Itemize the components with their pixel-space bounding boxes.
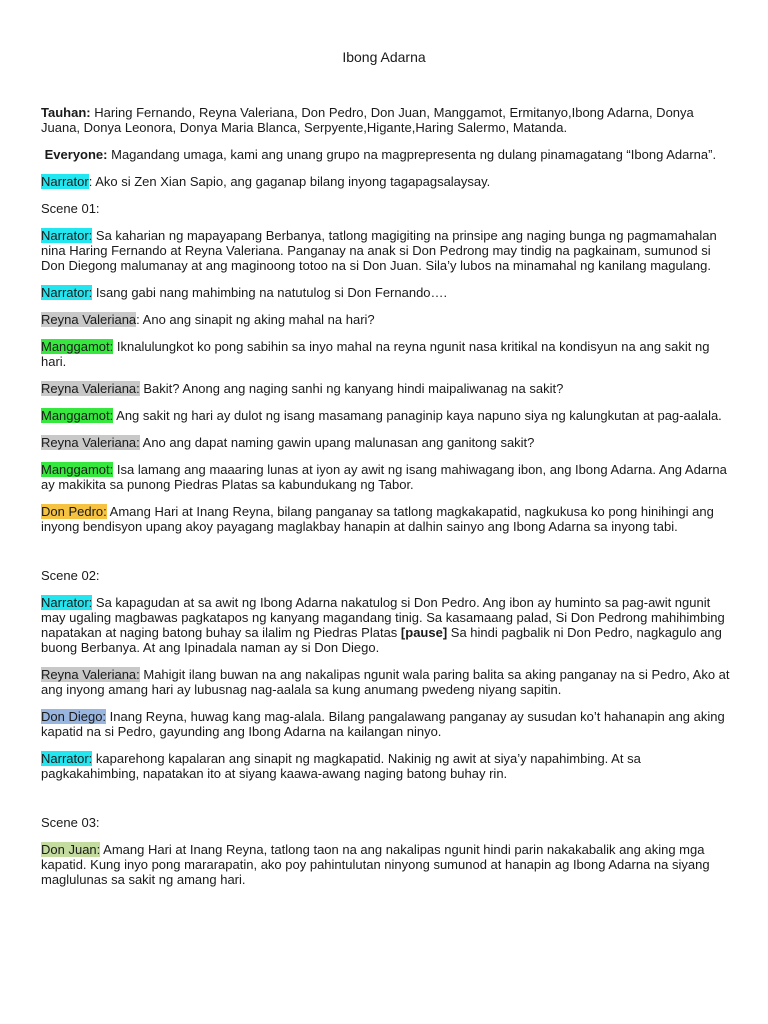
speaker-manggamot: Manggamot:: [41, 462, 114, 477]
dialogue-paragraph: [41, 408, 731, 423]
speaker-reyna-valeriana: Reyna Valeriana:: [41, 381, 140, 396]
intro-paragraph: [41, 174, 731, 189]
dialogue-text: Isa lamang ang maaaring lunas at iyon ay awit ng isang mahiwagang ibon, ang Ibong Adarna. Ang Adarna ay makikita sa punong Piedras Platas sa kabundukang ng Tabor.: [41, 462, 727, 492]
speaker-narrator: Narrator: [41, 174, 89, 189]
tauhan-label: Tauhan:: [41, 105, 91, 120]
speaker-don-juan: Don Juan:: [41, 842, 101, 857]
speaker-narrator: Narrator:: [41, 285, 93, 300]
dialogue-paragraph: [41, 285, 731, 300]
dialogue-paragraph: [41, 709, 731, 739]
dialogue-paragraph: [41, 462, 731, 492]
dialogue-paragraph: [41, 595, 731, 655]
scene-3-heading: Scene 03:: [41, 815, 100, 830]
dialogue-paragraph: [41, 504, 731, 534]
speaker-don-pedro: Don Pedro:: [41, 504, 107, 519]
speaker-narrator: Narrator:: [41, 751, 93, 766]
dialogue-text: Isang gabi nang mahimbing na natutulog si Don Fernando….: [92, 285, 448, 300]
dialogue-text: Iknalulungkot ko pong sabihin sa inyo mahal na reyna ngunit nasa kritikal na kondisyun na ang sakit ng hari.: [41, 339, 710, 369]
dialogue-text: Inang Reyna, huwag kang mag-alala. Bilang pangalawang panganay ay susudan ko’t hahanapin ang aking kapatid na si Pedro, gayunding ang Ibong Adarna na kailangan ninyo.: [41, 709, 725, 739]
scene-2-heading: Scene 02:: [41, 568, 100, 583]
dialogue-text: : Ano ang sinapit ng aking mahal na hari?: [136, 312, 375, 327]
dialogue-text: Amang Hari at Inang Reyna, tatlong taon na ang nakalipas ngunit hindi parin nakakabalik ang aking mga kapatid. Kung inyo pong mararapatin, ako poy pahintulutan ninyong sumunod at hanapin ag Ibong Adarna na siyang maglulunas sa sakit ng amang hari.: [41, 842, 710, 887]
dialogue-text: Amang Hari at Inang Reyna, bilang panganay sa tatlong magkakapatid, nagkukusa ko pong hinihingi ang inyong bendisyon upang akoy payagang maglakbay hanapin at dalhin sainyo ang Ibong Adarna sa inyong tabi.: [41, 504, 714, 534]
speaker-narrator: Narrator:: [41, 595, 93, 610]
dialogue-text: Sa kaharian ng mapayapang Berbanya, tatlong magigiting na prinsipe ang naging bunga ng pagmamahalan nina Haring Fernando at Reyna Valeriana. Panganay na anak si Don Pedrong may tindig na pagkainam, sumunod si Don Diegong malumanay at ang maginoong totoo na si Don Juan. Sila’y lubos na minamahal ng kanilang magulang.: [41, 228, 717, 273]
speaker-reyna-valeriana: Reyna Valeriana: [41, 312, 137, 327]
dialogue-paragraph: [41, 381, 731, 396]
dialogue-paragraph: [41, 312, 731, 327]
tauhan-paragraph: [41, 105, 731, 135]
dialogue-text: Bakit? Anong ang naging sanhi ng kanyang hindi maipaliwanag na sakit?: [139, 381, 564, 396]
speaker-don-diego: Don Diego:: [41, 709, 107, 724]
dialogue-paragraph: [41, 842, 731, 887]
dialogue-text: Mahigit ilang buwan na ang nakalipas ngunit wala paring balita sa aking panganay na si Pedro, Ako at ang inyong amang hari ay lubusnag nag-aalala sa kung anumang pwedeng niyang sapitin.: [41, 667, 730, 697]
everyone-paragraph: [41, 147, 731, 162]
speaker-narrator: Narrator:: [41, 228, 93, 243]
everyone-text: Magandang umaga, kami ang unang grupo na magprepresenta ng dulang pinamagatang “Ibong Adarna”.: [107, 147, 717, 162]
document-title: Ibong Adarna: [342, 49, 426, 65]
document-body: [41, 105, 731, 899]
speaker-reyna-valeriana: Reyna Valeriana:: [41, 435, 140, 450]
everyone-label: Everyone:: [44, 147, 108, 162]
pause-marker: [pause]: [400, 625, 448, 640]
dialogue-text: : Ako si Zen Xian Sapio, ang gaganap bilang inyong tagapagsalaysay.: [88, 174, 491, 189]
dialogue-text: kaparehong kapalaran ang sinapit ng magkapatid. Nakinig ng awit at siya’y napahimbing. At sa pagkakahimbing, napatakan ito at siyang kaawa-awang naging batong buhay rin.: [41, 751, 641, 781]
dialogue-text: Sa kapagudan at sa awit ng Ibong Adarna nakatulog si Don Pedro. Ang ibon ay huminto sa pag-awit ngunit may ugaling magbawas pagkatapos ng kanyang magandang tinig. Sa kasamaang palad, Si Don Pedrong mahihimbing napatakan at naging batong buhay sa ilalim ng Piedras Platas: [41, 595, 725, 640]
dialogue-paragraph: [41, 435, 731, 450]
dialogue-text: Ano ang dapat naming gawin upang malunasan ang ganitong sakit?: [139, 435, 535, 450]
dialogue-paragraph: [41, 751, 731, 781]
dialogue-text: Sa hindi pagbalik ni Don Pedro, nagkagulo ang buong Berbanya. At ang Ipinadala naman ay si Don Diego.: [41, 625, 722, 655]
dialogue-paragraph: [41, 667, 731, 697]
dialogue-paragraph: [41, 228, 731, 273]
scene-1-heading: Scene 01:: [41, 201, 100, 216]
speaker-reyna-valeriana: Reyna Valeriana:: [41, 667, 140, 682]
dialogue-paragraph: [41, 339, 731, 369]
dialogue-text: Ang sakit ng hari ay dulot ng isang masamang panaginip kaya napuno siya ng kalungkutan at pag-aalala.: [113, 408, 722, 423]
tauhan-text: Haring Fernando, Reyna Valeriana, Don Pedro, Don Juan, Manggamot, Ermitanyo,Ibong Adarna, Donya Juana, Donya Leonora, Donya Maria Blanca, Serpyente,Higante,Haring Salermo, Matanda.: [41, 105, 694, 135]
speaker-manggamot: Manggamot:: [41, 339, 114, 354]
speaker-manggamot: Manggamot:: [41, 408, 114, 423]
